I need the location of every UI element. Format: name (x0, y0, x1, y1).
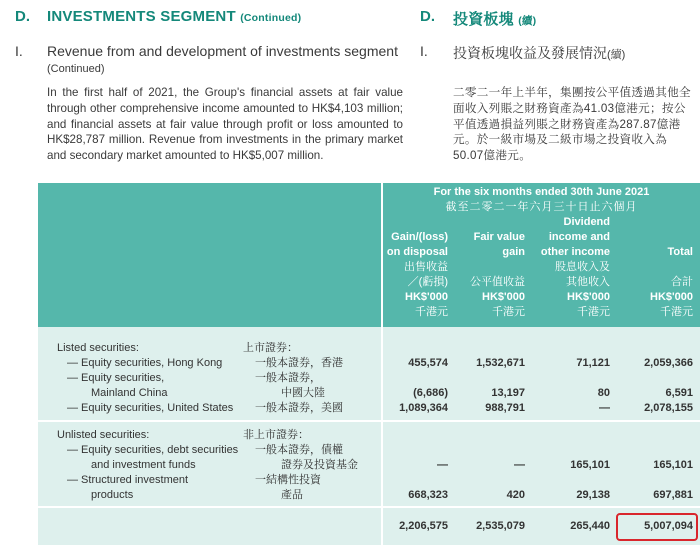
paragraph-en: In the first half of 2021, the Group's financial assets at fair value through other comprehensive income amounted to HK$4,103 million; and financial assets at fair value through profit or loss amounted to HK$28,787 million. Revenue from investments in the primary market and secondary market amounted to HK$5,007 million. (47, 86, 403, 163)
subsection-title: Revenue from and development of investments segment (47, 43, 398, 59)
total-value-grand: 5,007,094 (644, 520, 693, 532)
cell-value: 455,574 (408, 357, 448, 369)
section-title-zh (453, 8, 536, 29)
cell-value: 988,791 (485, 402, 525, 414)
row-label: — Equity securities, (67, 372, 165, 384)
row-label: — Equity securities, United States (67, 402, 234, 414)
row-label: Mainland China (91, 387, 168, 399)
row-label: and investment funds (91, 459, 196, 471)
cell-value: 1,532,671 (476, 357, 525, 369)
column-header-line: ／(虧損) (407, 276, 448, 288)
cell-value: (6,686) (413, 387, 448, 399)
column-header-line: gain (502, 246, 525, 258)
section-title-text: INVESTMENTS SEGMENT (47, 8, 236, 25)
cell-value: 13,197 (491, 387, 525, 399)
row-label-zh: 一般本證券，香港 (255, 357, 343, 369)
cell-value: — (599, 402, 610, 414)
column-header-line: 合計 (671, 276, 693, 288)
cell-value: 697,881 (653, 489, 693, 501)
group-label-unlisted-zh: 非上市證券： (243, 429, 309, 441)
total-value: 2,535,079 (476, 520, 525, 532)
total-value: 265,440 (570, 520, 610, 532)
subsection-title-zh (453, 43, 625, 63)
paragraph-zh: 二零二一年上半年，集團按公平值透過其他全面收入列賬之財務資產為41.03億港元；按公平值透過損益列賬之財務資產為287.87億港元。於一級市場及二級市場之投資收入為50.07億港元。 (453, 86, 691, 163)
table-divider-total (383, 506, 700, 508)
cell-value: 2,059,366 (644, 357, 693, 369)
subsection-number-zh: I. (420, 43, 428, 59)
cell-value: — (437, 459, 448, 471)
table-period-zh: 截至二零二一年六月三十日止六個月 (445, 201, 638, 213)
cell-value: 165,101 (653, 459, 693, 471)
cell-value: 1,089,364 (399, 402, 448, 414)
column-header-line: Gain/(loss) (391, 231, 448, 243)
subsection-title-zh-cont: (續) (607, 49, 626, 61)
column-header-fair-value (455, 230, 525, 320)
column-header-unit-zh: 千港元 (577, 306, 610, 318)
row-label: — Equity securities, debt securities (67, 444, 239, 456)
row-label-zh: 中國大陸 (281, 387, 325, 399)
column-header-line: income and (548, 231, 610, 243)
subsection-number: I. (15, 43, 23, 59)
cell-value: — (514, 459, 525, 471)
cell-value: 6,591 (665, 387, 693, 399)
column-header-line: 其他收入 (566, 276, 610, 288)
column-header-dividend (533, 215, 610, 320)
section-title-cont: (Continued) (240, 12, 302, 24)
subsection-title-zh-text: 投資板塊收益及發展情況 (453, 45, 607, 61)
row-label-zh: 證券及投資基金 (281, 459, 358, 471)
column-header-line: Total (667, 246, 693, 258)
column-header-line: 股息收入及 (555, 261, 610, 273)
column-header-unit: HK$'000 (482, 291, 525, 303)
section-letter-zh: D. (420, 8, 435, 25)
group-label-listed-zh: 上市證券： (243, 342, 298, 354)
row-label: — Structured investment (67, 474, 189, 486)
column-header-line: 公平值收益 (470, 276, 525, 288)
table-divider-groups-right (383, 420, 700, 422)
grand-total-highlight (616, 513, 698, 541)
column-header-line: other income (540, 246, 610, 258)
cell-value: 80 (597, 387, 610, 399)
total-value: 2,206,575 (399, 520, 448, 532)
row-label: — Equity securities, Hong Kong (67, 357, 223, 369)
column-header-unit: HK$'000 (650, 291, 693, 303)
section-title (47, 8, 301, 25)
group-label-listed: Listed securities: (57, 342, 139, 354)
row-label-zh: 一般本證券，債權 (255, 444, 343, 456)
row-label: products (91, 489, 134, 501)
column-header-line: Fair value (473, 231, 525, 243)
section-letter: D. (15, 8, 30, 25)
cell-value: 668,323 (408, 489, 448, 501)
row-label-zh: 一般本證券， (255, 372, 321, 384)
column-header-line: on disposal (386, 246, 448, 258)
group-label-unlisted: Unlisted securities: (57, 429, 150, 441)
cell-value: 71,121 (576, 357, 610, 369)
column-header-line: Dividend (563, 216, 610, 228)
column-header-unit-zh: 千港元 (660, 306, 693, 318)
section-title-zh-cont: (續) (518, 15, 537, 27)
row-label-zh: 一結構性投資 (255, 474, 321, 486)
column-header-unit-zh: 千港元 (415, 306, 448, 318)
row-label-zh: 產品 (281, 489, 303, 501)
column-header-line: 出售收益 (404, 261, 448, 273)
cell-value: 2,078,155 (644, 402, 693, 414)
subsection-cont: (Continued) (47, 63, 105, 75)
column-header-total (620, 245, 693, 320)
table-divider-groups (38, 420, 381, 422)
cell-value: 165,101 (570, 459, 610, 471)
column-header-unit-zh: 千港元 (492, 306, 525, 318)
column-header-gain-loss (383, 230, 448, 320)
section-title-zh-text: 投資板塊 (453, 11, 514, 28)
column-header-unit: HK$'000 (567, 291, 610, 303)
table-divider-total-left (38, 506, 381, 508)
cell-value: 420 (506, 489, 525, 501)
table-period-en: For the six months ended 30th June 2021 (433, 186, 650, 198)
column-header-unit: HK$'000 (405, 291, 448, 303)
row-label-zh: 一般本證券，美國 (255, 402, 343, 414)
cell-value: 29,138 (576, 489, 610, 501)
